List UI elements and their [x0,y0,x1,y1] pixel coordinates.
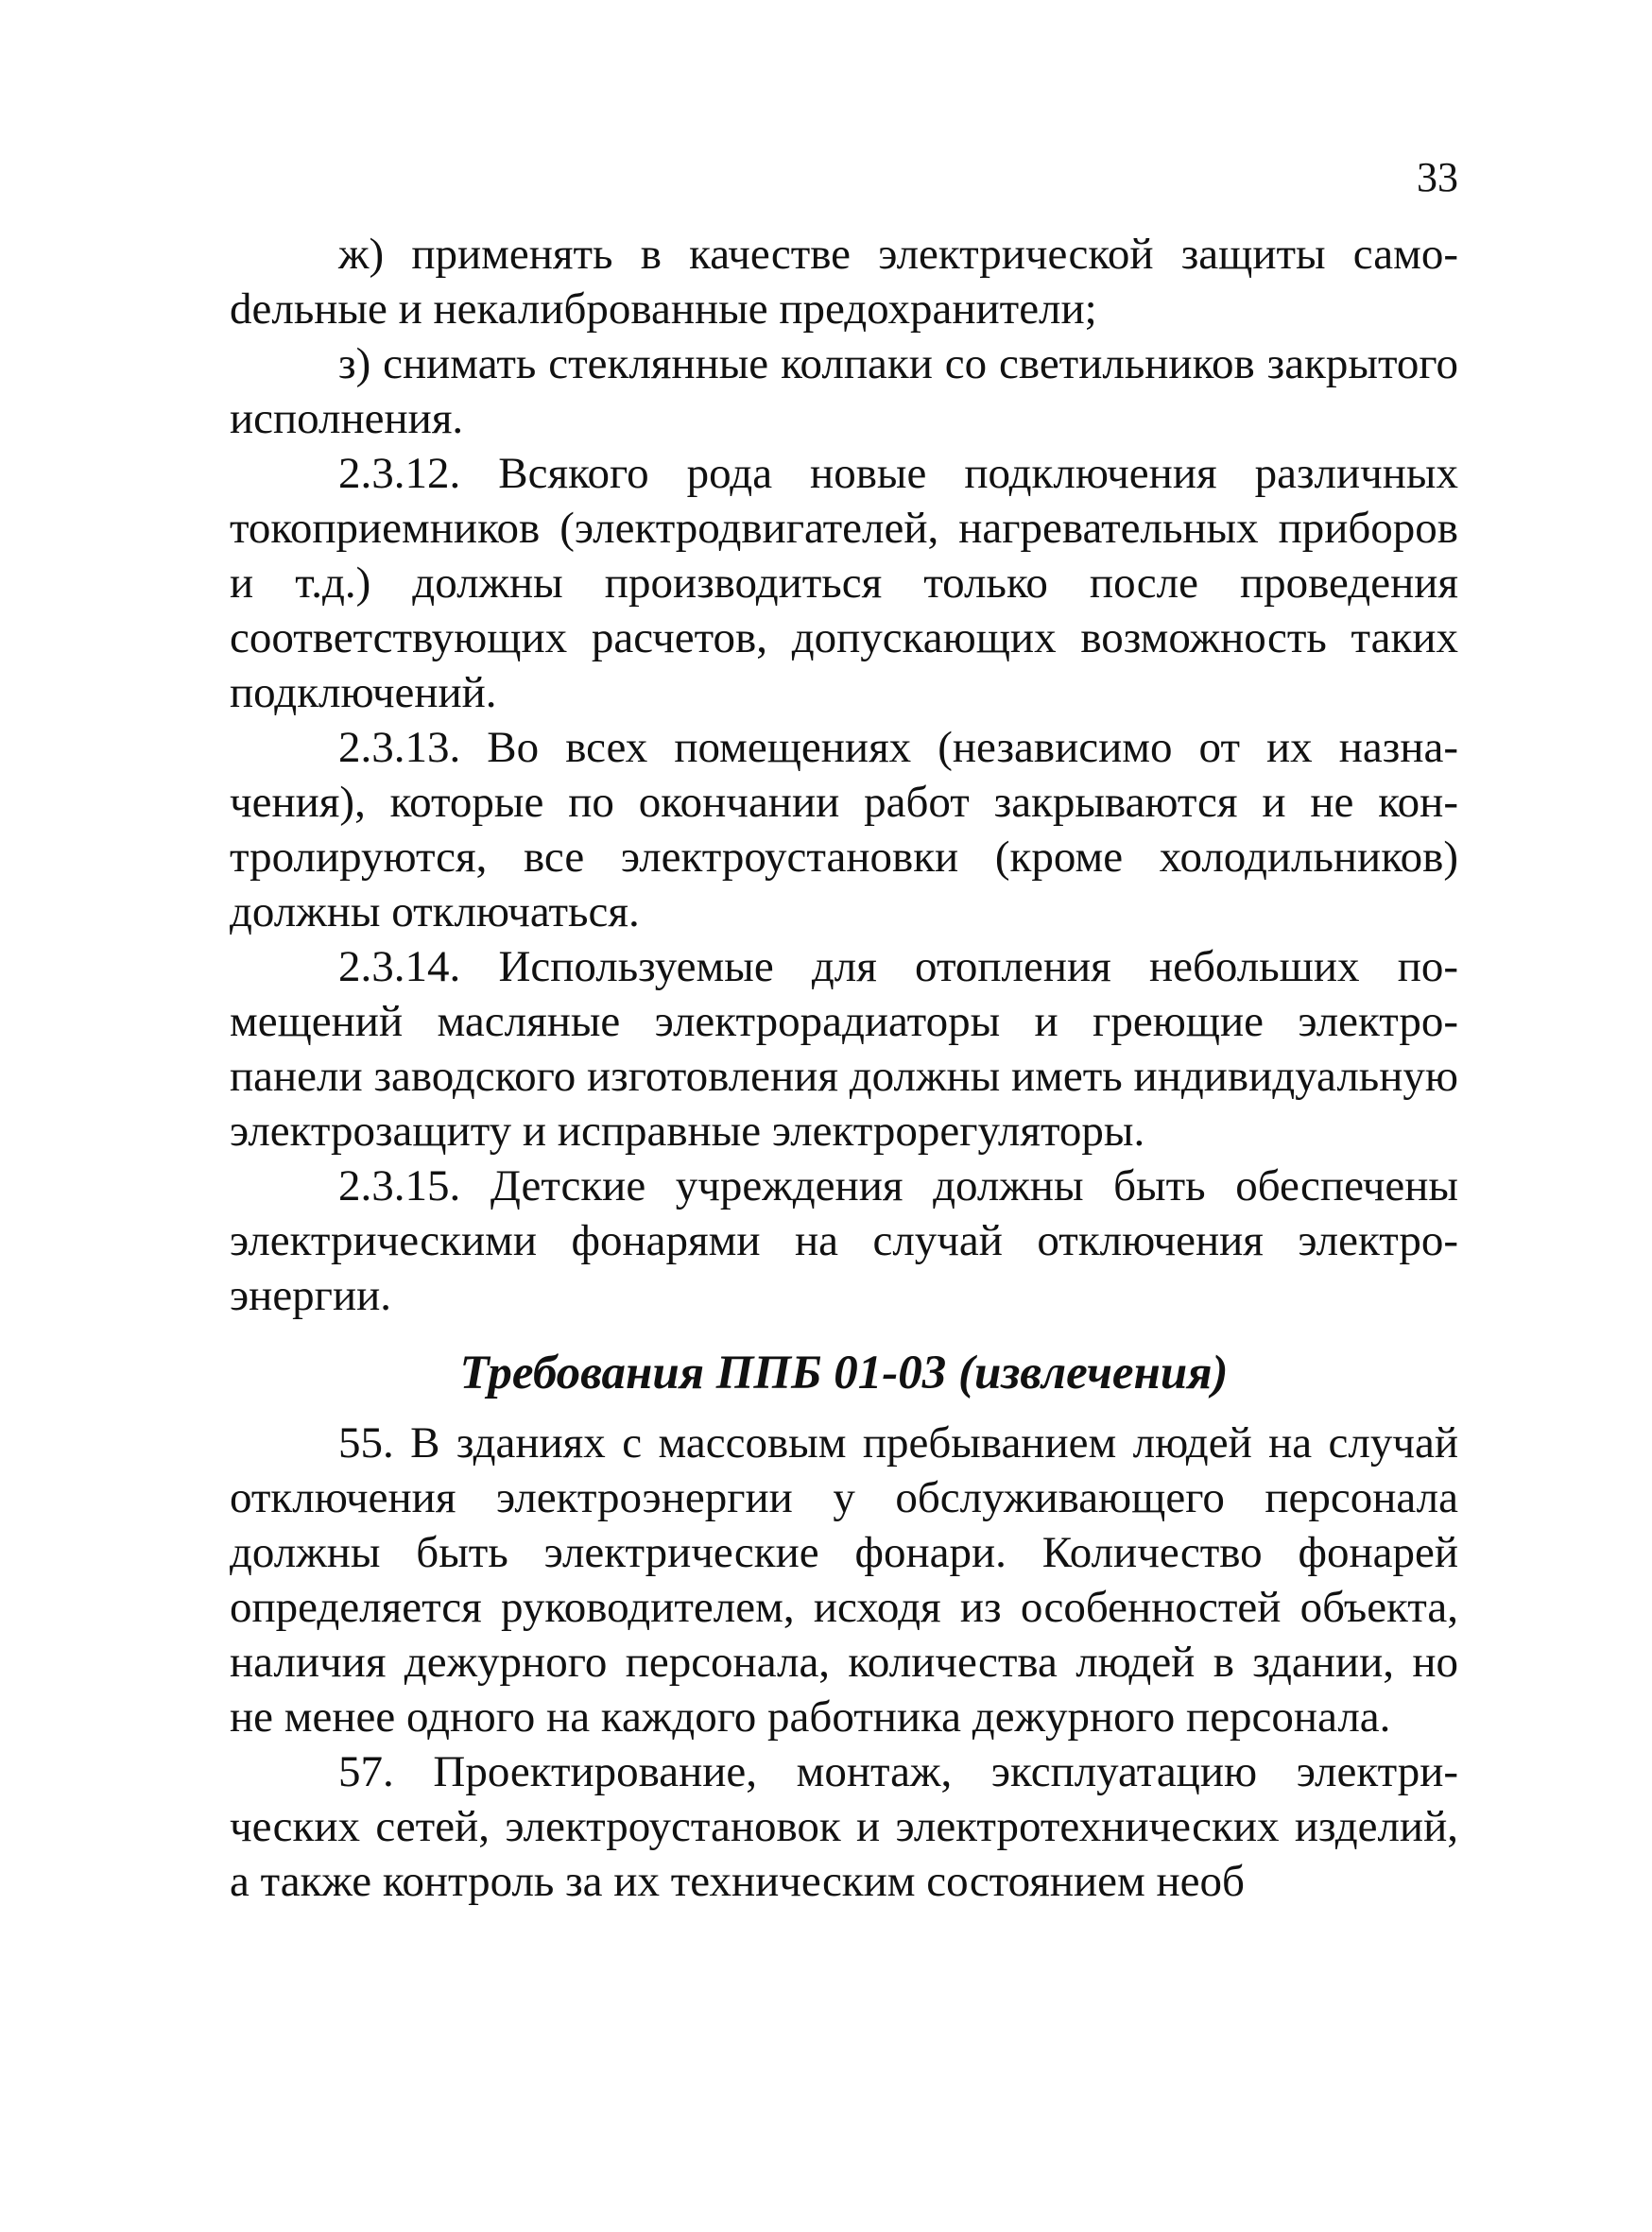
paragraph-item-z: з) снимать стеклянные колпаки со светильников закрытого исполнения. [230,339,1458,443]
paragraph-57: 57. Проектирование, монтаж, эксплуатацию электрических сетей, электроустановок и электротехнических изделий, а также контроль за их техническим состоянием необ [230,1747,1458,1906]
page-number: 33 [1417,154,1458,200]
paragraph-2-3-13: 2.3.13. Во всех помещениях (независимо от их назначения), которые по окончании работ закрываются и не контролируются, все электроустановки (кроме холодильников) должны отключаться. [230,723,1458,936]
paragraph-item-zh: ж) применять в качестве электрической защиты самоdельные и некалиброванные предохранители; [230,230,1458,334]
paragraph-2-3-14: 2.3.14. Используемые для отопления небольших помещений масляные электрорадиаторы и греющие электропанели заводского изготовления должны иметь индивидуальную электрозащиту и исправные электрорегуляторы. [230,942,1458,1156]
text-body [230,227,1458,1909]
section-heading: Требования ППБ 01-03 (извлечения) [459,1347,1229,1399]
paragraph-2-3-12: 2.3.12. Всякого рода новые подключения различных токоприемников (электродвигателей, нагревательных приборов и т.д.) должны производиться только после проведения соответствующих расчетов, допускающих возможность таких подключений. [230,449,1458,717]
paragraph-55: 55. В зданиях с массовым пребыванием людей на случай отключения электроэнергии у обслуживающего персонала должны быть электрические фонари. Количество фонарей определяется руководителем, исходя из особенностей объекта, наличия дежурного персонала, количества людей в здании, но не менее одного на каждого работника дежурного персонала. [230,1418,1458,1742]
paragraph-2-3-15: 2.3.15. Детские учреждения должны быть обеспечены электрическими фонарями на случай отключения электроэнергии. [230,1161,1458,1320]
